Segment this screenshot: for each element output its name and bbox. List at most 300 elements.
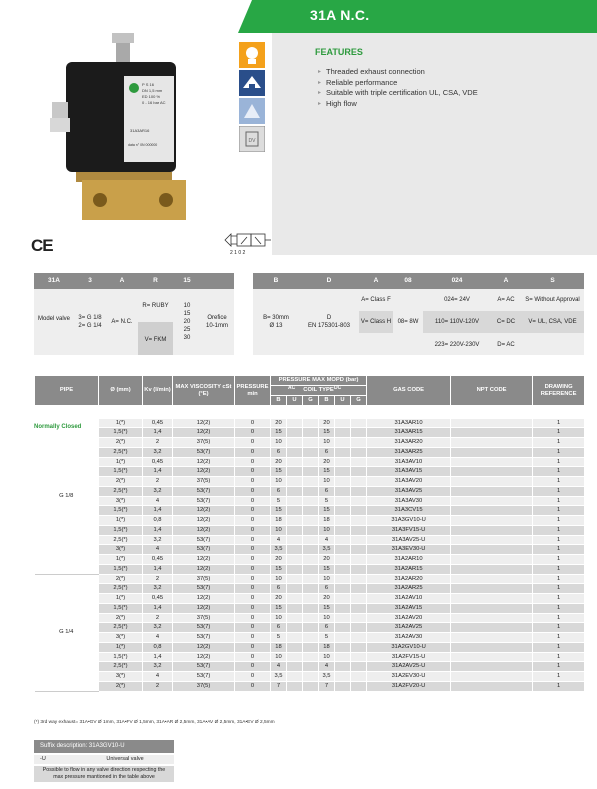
cell-pmin: 0	[235, 486, 271, 496]
cell-npt	[451, 428, 533, 438]
cell-pmin: 0	[235, 428, 271, 438]
cell-dc-u	[335, 574, 351, 584]
specs-table	[34, 375, 585, 692]
title-banner	[252, 0, 597, 33]
cell-dc-g	[351, 633, 367, 643]
cell-gas: 31A3AV20	[367, 477, 451, 487]
cell-kv: 3,2	[143, 584, 173, 594]
cell-ref: 1	[533, 623, 585, 633]
cell-kv: 3,2	[143, 535, 173, 545]
table-row	[35, 428, 585, 438]
cell-dc-g	[351, 681, 367, 691]
cell-pmin: 0	[235, 642, 271, 652]
cell-visc: 37(5)	[173, 681, 235, 691]
code-b-h1: D	[326, 277, 332, 284]
cell-dc-b: 7	[319, 681, 335, 691]
cell-dia: 3(*)	[99, 545, 143, 555]
cell-kv: 0,8	[143, 516, 173, 526]
cell-ac-g	[303, 564, 319, 574]
code-b-8w: 08= 8W	[397, 319, 419, 325]
cell-dc-b: 15	[319, 506, 335, 516]
cell-kv: 3,2	[143, 486, 173, 496]
cell-ac-g	[303, 496, 319, 506]
cell-dc-b: 10	[319, 613, 335, 623]
cell-kv: 4	[143, 633, 173, 643]
cell-ac-g	[303, 555, 319, 565]
cell-kv: 0,45	[143, 457, 173, 467]
table-row	[35, 457, 585, 467]
th-ref: DRAWING REFERENCE	[533, 376, 585, 406]
cell-dc-g	[351, 428, 367, 438]
table-row	[35, 496, 585, 506]
cell-gas: 31A3EV30-U	[367, 545, 451, 555]
cell-ref: 1	[533, 447, 585, 457]
code-a-20: 20	[183, 319, 191, 325]
cell-npt	[451, 672, 533, 682]
cell-visc: 37(5)	[173, 477, 235, 487]
cell-ac-b: 20	[271, 594, 287, 604]
th-pipe: PIPE	[35, 376, 99, 406]
cell-ac-g	[303, 574, 319, 584]
cell-visc: 12(2)	[173, 428, 235, 438]
cell-dia: 1(*)	[99, 516, 143, 526]
cell-kv: 1,4	[143, 603, 173, 613]
cell-dia: 2,5(*)	[99, 662, 143, 672]
cell-visc: 53(7)	[173, 545, 235, 555]
cell-dc-g	[351, 467, 367, 477]
cell-ref: 1	[533, 419, 585, 428]
cell-npt	[451, 555, 533, 565]
cell-dc-g	[351, 447, 367, 457]
cell-kv: 2	[143, 438, 173, 448]
table-row	[35, 545, 585, 555]
cell-ac-b: 4	[271, 535, 287, 545]
cell-dc-u	[335, 672, 351, 682]
cell-visc: 53(7)	[173, 662, 235, 672]
cell-dia: 1(*)	[99, 419, 143, 428]
cell-dia: 3(*)	[99, 496, 143, 506]
cell-ref: 1	[533, 681, 585, 691]
cell-visc: 12(2)	[173, 555, 235, 565]
cell-ref: 1	[533, 457, 585, 467]
cell-dc-u	[335, 652, 351, 662]
svg-text:ED 100 %: ED 100 %	[142, 94, 161, 99]
cell-kv: 1,4	[143, 467, 173, 477]
code-a-h3: R	[153, 277, 158, 284]
cell-gas: 31A3AV25	[367, 486, 451, 496]
cell-ac-b: 10	[271, 525, 287, 535]
cell-gas: 31A2AR20	[367, 574, 451, 584]
cell-ac-b: 10	[271, 652, 287, 662]
cell-ac-u	[287, 535, 303, 545]
cell-ref: 1	[533, 428, 585, 438]
cell-dc-u	[335, 419, 351, 428]
code-a-25: 25	[183, 327, 191, 333]
banner-notch	[238, 0, 252, 33]
table-row	[35, 564, 585, 574]
th-coil: COIL TYPE	[271, 386, 367, 396]
cell-ac-u	[287, 574, 303, 584]
cell-dc-u	[335, 457, 351, 467]
cell-gas: 31A2AV20	[367, 613, 451, 623]
cell-ac-g	[303, 613, 319, 623]
cell-kv: 2	[143, 477, 173, 487]
specs-table-body	[35, 406, 585, 692]
section-spacer	[35, 406, 585, 419]
table-row	[35, 662, 585, 672]
cell-dc-u	[335, 438, 351, 448]
cell-ref: 1	[533, 496, 585, 506]
code-a-10: 10	[183, 303, 191, 309]
cell-dc-b: 15	[319, 603, 335, 613]
cell-ac-u	[287, 623, 303, 633]
cell-dc-g	[351, 545, 367, 555]
cell-kv: 2	[143, 681, 173, 691]
code-b-h3: 08	[404, 277, 412, 284]
cell-ac-u	[287, 555, 303, 565]
cell-ref: 1	[533, 642, 585, 652]
table-row	[35, 623, 585, 633]
cell-dc-u	[335, 681, 351, 691]
cell-dia: 1,5(*)	[99, 525, 143, 535]
cell-dc-b: 10	[319, 477, 335, 487]
cell-kv: 1,4	[143, 564, 173, 574]
cell-pmin: 0	[235, 467, 271, 477]
cell-ac-u	[287, 633, 303, 643]
cell-ac-g	[303, 525, 319, 535]
footnote: (*) 3rd way exhaust= 31A•GV Ø 1mm, 31A•FV Ø 1,5mm, 31A•AR Ø 2,5mm, 31A•AV Ø 2,5mm, 31A•EV Ø 2,5mm	[34, 720, 275, 725]
cell-dc-u	[335, 428, 351, 438]
code-b-class-h: V= Class H	[360, 319, 392, 325]
pipe-cell: G 1/8	[35, 419, 99, 575]
cell-ref: 1	[533, 477, 585, 487]
th-ac-g: G	[303, 396, 319, 406]
cell-dc-g	[351, 564, 367, 574]
cell-pmin: 0	[235, 496, 271, 506]
cell-visc: 53(7)	[173, 496, 235, 506]
cell-ref: 1	[533, 594, 585, 604]
cell-ac-u	[287, 642, 303, 652]
cell-ac-u	[287, 594, 303, 604]
cell-ref: 1	[533, 438, 585, 448]
cell-ac-b: 10	[271, 613, 287, 623]
cell-dc-u	[335, 642, 351, 652]
cell-gas: 31A2GV10-U	[367, 642, 451, 652]
cell-npt	[451, 594, 533, 604]
cell-npt	[451, 486, 533, 496]
svg-text:DV: DV	[248, 138, 256, 144]
cell-ac-g	[303, 506, 319, 516]
cell-visc: 53(7)	[173, 535, 235, 545]
cell-dc-g	[351, 613, 367, 623]
cell-dc-u	[335, 477, 351, 487]
cell-pmin: 0	[235, 633, 271, 643]
code-a-ruby: R= RUBY	[142, 303, 169, 309]
th-dc-b: B	[319, 396, 335, 406]
cell-dc-u	[335, 535, 351, 545]
cell-ac-u	[287, 477, 303, 487]
cell-dc-g	[351, 419, 367, 428]
table-row	[35, 516, 585, 526]
cell-npt	[451, 467, 533, 477]
cell-visc: 12(2)	[173, 516, 235, 526]
cell-kv: 1,4	[143, 428, 173, 438]
cell-dc-g	[351, 516, 367, 526]
cell-kv: 3,2	[143, 623, 173, 633]
cell-ac-u	[287, 652, 303, 662]
cell-pmin: 0	[235, 564, 271, 574]
cell-ac-g	[303, 662, 319, 672]
cell-kv: 1,4	[143, 525, 173, 535]
cell-dc-g	[351, 584, 367, 594]
cell-gas: 31A2AR25	[367, 584, 451, 594]
cell-dc-b: 10	[319, 652, 335, 662]
cell-dia: 1(*)	[99, 555, 143, 565]
cell-kv: 2	[143, 613, 173, 623]
cell-visc: 12(2)	[173, 525, 235, 535]
cell-ac-b: 18	[271, 516, 287, 526]
th-dc-g: G	[351, 396, 367, 406]
cell-ref: 1	[533, 652, 585, 662]
cell-dc-g	[351, 652, 367, 662]
cell-ref: 1	[533, 516, 585, 526]
suffix-code-desc: Universal valve	[106, 756, 144, 762]
th-ac: AC	[288, 385, 296, 391]
cell-pmin: 0	[235, 506, 271, 516]
cell-dc-b: 18	[319, 516, 335, 526]
code-a-g14: 2= G 1/4	[78, 323, 102, 329]
cell-dia: 1,5(*)	[99, 506, 143, 516]
cell-visc: 12(2)	[173, 564, 235, 574]
cell-pmin: 0	[235, 613, 271, 623]
code-b-dc: C= DC	[496, 319, 516, 325]
cell-dia: 2,5(*)	[99, 486, 143, 496]
cell-dia: 2(*)	[99, 438, 143, 448]
cell-ac-b: 15	[271, 506, 287, 516]
cell-npt	[451, 564, 533, 574]
cell-ac-u	[287, 506, 303, 516]
code-b-din: EN 175301-803	[307, 323, 351, 329]
cell-pmin: 0	[235, 525, 271, 535]
cell-dia: 3(*)	[99, 672, 143, 682]
cell-dc-b: 15	[319, 467, 335, 477]
cell-npt	[451, 574, 533, 584]
code-a-orefice-unit: 10-1mm	[205, 323, 228, 329]
cell-ac-g	[303, 633, 319, 643]
cell-gas: 31A2AV10	[367, 594, 451, 604]
cell-gas: 31A3AV10	[367, 457, 451, 467]
cell-ac-u	[287, 525, 303, 535]
valve-symbol-ports: 2 1 0 2	[230, 250, 246, 256]
code-b-ul: V= UL, CSA, VDE	[528, 319, 577, 325]
cell-ac-u	[287, 419, 303, 428]
cell-dia: 1,5(*)	[99, 652, 143, 662]
cell-npt	[451, 681, 533, 691]
cell-pmin: 0	[235, 652, 271, 662]
cell-pmin: 0	[235, 555, 271, 565]
svg-text:P S 16: P S 16	[142, 82, 154, 87]
cell-ac-b: 4	[271, 662, 287, 672]
cell-dia: 1(*)	[99, 594, 143, 604]
th-pmin: PRESSURE min	[235, 376, 271, 406]
coil-icon	[239, 126, 265, 152]
cell-gas: 31A2EV30-U	[367, 672, 451, 682]
cell-ac-u	[287, 584, 303, 594]
code-b-h4: 024	[451, 277, 463, 284]
cell-ac-b: 5	[271, 496, 287, 506]
cell-dc-b: 5	[319, 496, 335, 506]
cell-visc: 53(7)	[173, 672, 235, 682]
cell-ac-g	[303, 672, 319, 682]
gas-media-icon	[239, 98, 265, 124]
cell-dc-b: 10	[319, 438, 335, 448]
svg-text:data n° 0N 000000: data n° 0N 000000	[128, 143, 158, 147]
cell-dc-g	[351, 496, 367, 506]
cell-ac-b: 5	[271, 633, 287, 643]
cell-ac-b: 6	[271, 584, 287, 594]
cell-dc-g	[351, 438, 367, 448]
cell-pmin: 0	[235, 574, 271, 584]
cell-ac-b: 18	[271, 642, 287, 652]
svg-text:DN 1,5 mm: DN 1,5 mm	[142, 88, 163, 93]
table-row	[35, 555, 585, 565]
code-a-orefice: Orefice	[207, 315, 227, 321]
code-a-h1: 3	[88, 277, 92, 284]
cell-dc-g	[351, 603, 367, 613]
cell-ref: 1	[533, 486, 585, 496]
code-b-no-approval: S= Without Approval	[525, 297, 580, 303]
cell-npt	[451, 584, 533, 594]
cell-ref: 1	[533, 672, 585, 682]
cell-pmin: 0	[235, 535, 271, 545]
cell-ac-b: 6	[271, 447, 287, 457]
cell-ac-b: 3,5	[271, 672, 287, 682]
table-row	[35, 642, 585, 652]
code-b-24v: 024= 24V	[444, 297, 470, 303]
feature-item: ▸ Reliable performance	[318, 78, 478, 89]
cell-pmin: 0	[235, 681, 271, 691]
cell-visc: 12(2)	[173, 603, 235, 613]
cell-dc-g	[351, 535, 367, 545]
cell-ref: 1	[533, 584, 585, 594]
cell-ac-b: 20	[271, 419, 287, 428]
cell-ref: 1	[533, 564, 585, 574]
cell-ac-g	[303, 584, 319, 594]
cell-dc-b: 4	[319, 535, 335, 545]
cell-ac-g	[303, 516, 319, 526]
cell-npt	[451, 516, 533, 526]
cell-dc-u	[335, 603, 351, 613]
feature-item: ▸ Threaded exhaust connection	[318, 67, 478, 78]
cell-visc: 12(2)	[173, 652, 235, 662]
cell-ac-g	[303, 486, 319, 496]
cell-pmin: 0	[235, 545, 271, 555]
code-b-dac: D= AC	[497, 342, 515, 348]
cell-pmin: 0	[235, 516, 271, 526]
cell-visc: 53(7)	[173, 486, 235, 496]
cell-visc: 53(7)	[173, 623, 235, 633]
cell-kv: 4	[143, 545, 173, 555]
cell-ac-u	[287, 672, 303, 682]
cell-ac-b: 20	[271, 555, 287, 565]
cell-ac-u	[287, 428, 303, 438]
cell-ac-g	[303, 535, 319, 545]
cell-dc-b: 6	[319, 447, 335, 457]
table-row	[35, 535, 585, 545]
cell-dia: 2,5(*)	[99, 447, 143, 457]
cell-kv: 2	[143, 574, 173, 584]
suffix-note: Possible to flow in any valve direction respecting the max pressure mantioned in the table above	[34, 766, 174, 782]
cell-dc-u	[335, 594, 351, 604]
cell-pmin: 0	[235, 477, 271, 487]
cell-ac-b: 6	[271, 623, 287, 633]
table-row	[35, 486, 585, 496]
cell-npt	[451, 438, 533, 448]
cell-npt	[451, 496, 533, 506]
cell-ref: 1	[533, 535, 585, 545]
table-row	[35, 594, 585, 604]
cell-visc: 12(2)	[173, 419, 235, 428]
cell-dc-u	[335, 467, 351, 477]
cell-kv: 1,4	[143, 652, 173, 662]
cell-ac-b: 15	[271, 428, 287, 438]
th-dia: Ø (mm)	[99, 376, 143, 406]
th-mopd: PRESSURE MAX MOPD (bar)	[271, 376, 367, 386]
cell-dc-u	[335, 662, 351, 672]
cell-ac-g	[303, 594, 319, 604]
cell-dc-g	[351, 662, 367, 672]
cell-ref: 1	[533, 545, 585, 555]
cell-gas: 31A3GV10-U	[367, 516, 451, 526]
code-b-h5: A	[503, 277, 509, 284]
cell-ref: 1	[533, 506, 585, 516]
code-b-d: D	[326, 315, 332, 321]
code-a-g18: 3= G 1/8	[78, 315, 102, 321]
cell-npt	[451, 652, 533, 662]
table-row	[35, 613, 585, 623]
cell-pmin: 0	[235, 447, 271, 457]
cell-visc: 53(7)	[173, 584, 235, 594]
cell-ac-g	[303, 477, 319, 487]
cell-dc-g	[351, 555, 367, 565]
code-b-110v: 110= 110V-120V	[435, 319, 479, 325]
th-kv: Kv (l/min)	[143, 376, 173, 406]
cell-kv: 0,45	[143, 594, 173, 604]
air-media-icon	[239, 70, 265, 96]
cell-visc: 12(2)	[173, 506, 235, 516]
cell-gas: 31A3FV15-U	[367, 525, 451, 535]
cell-gas: 31A3AV15	[367, 467, 451, 477]
cell-gas: 31A3AR15	[367, 428, 451, 438]
cell-kv: 3,2	[143, 662, 173, 672]
table-row	[35, 419, 585, 428]
cell-dia: 1(*)	[99, 642, 143, 652]
cell-dc-b: 10	[319, 525, 335, 535]
cell-dc-u	[335, 555, 351, 565]
cell-gas: 31A3AR10	[367, 419, 451, 428]
cell-ac-u	[287, 681, 303, 691]
cell-dc-b: 15	[319, 428, 335, 438]
cell-visc: 12(2)	[173, 594, 235, 604]
table-row	[35, 477, 585, 487]
cell-dia: 2,5(*)	[99, 623, 143, 633]
cell-dc-u	[335, 545, 351, 555]
svg-text:0 - 16 bar AC: 0 - 16 bar AC	[142, 100, 166, 105]
cell-ac-b: 10	[271, 574, 287, 584]
cell-dc-b: 6	[319, 623, 335, 633]
cell-ref: 1	[533, 662, 585, 672]
cell-dc-b: 6	[319, 584, 335, 594]
